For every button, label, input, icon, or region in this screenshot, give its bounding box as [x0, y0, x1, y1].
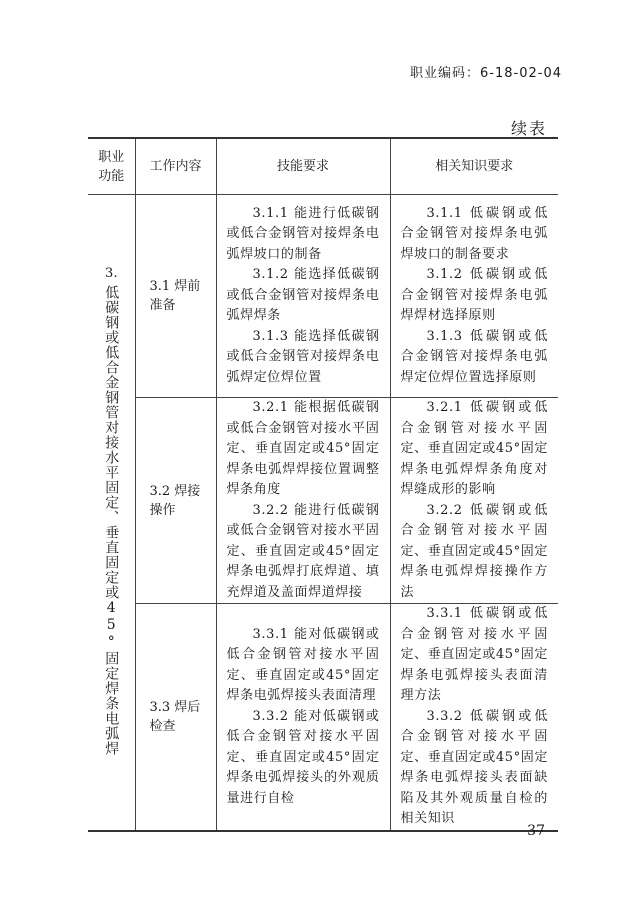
function-number: 3. [105, 265, 118, 281]
skill-item: 3.2.1 能根据低碳钢或低合金钢管对接水平固定、垂直固定或45°固定焊条电弧焊焊接位置调整焊条角度 [226, 400, 380, 497]
skill-item: 3.2.2 能进行低碳钢或低合金钢管对接水平固定、垂直固定或45°固定焊条电弧焊打底焊道、填充焊道及盖面焊道焊接 [226, 502, 380, 600]
table-row [88, 195, 558, 398]
knowledge-item: 3.1.1 低碳钢或低合金钢管对接焊条电弧焊坡口的制备要求 [400, 205, 548, 262]
skills-cell [216, 604, 390, 831]
function-cell [88, 195, 135, 831]
work-content-cell: 3.1 焊前准备 [135, 195, 216, 398]
table-header-row [88, 138, 558, 195]
header-skill-requirements: 技能要求 [216, 138, 390, 195]
skills-cell [216, 398, 390, 604]
work-content-cell: 3.2 焊接操作 [135, 398, 216, 604]
skill-item: 3.1.3 能选择低碳钢或低合金钢管对接焊条电弧焊定位焊位置 [226, 328, 380, 385]
occupation-code: 职业编码：6-18-02-04 [410, 66, 562, 81]
table-row [88, 398, 558, 604]
knowledge-item: 3.3.1 低碳钢或低合金钢管对接水平固定、垂直固定或45°固定焊条电弧焊接头表面清理方法 [400, 606, 548, 703]
knowledge-item: 3.3.2 低碳钢或低合金钢管对接水平固定、垂直固定或45°固定焊条电弧焊接头表面缺陷及其外观质量自检的相关知识 [400, 708, 548, 826]
page-number: 37 [527, 823, 545, 839]
knowledge-item: 3.2.2 低碳钢或低合金钢管对接水平固定、垂直固定或45°固定焊条电弧焊焊接操作方法 [400, 502, 548, 600]
function-title: 低碳钢或低合金钢管对接水平固定、垂直固定或45°固定焊条电弧焊 [103, 284, 120, 756]
continued-label: 续表 [510, 119, 547, 138]
header-work-content: 工作内容 [135, 138, 216, 195]
skills-cell [216, 195, 390, 398]
knowledge-cell [390, 604, 558, 831]
skill-item: 3.3.2 能对低碳钢或低合金钢管对接水平固定、垂直固定或45°固定焊条电弧焊接头的外观质量进行自检 [226, 708, 380, 806]
knowledge-cell [390, 195, 558, 398]
table-row [88, 604, 558, 831]
knowledge-cell [390, 398, 558, 604]
knowledge-item: 3.2.1 低碳钢或低合金钢管对接水平固定、垂直固定或45°固定焊条电弧焊焊条角度对焊缝成形的影响 [400, 400, 548, 497]
header-knowledge-requirements: 相关知识要求 [390, 138, 558, 195]
header-function: 职业 功能 [88, 138, 135, 195]
knowledge-item: 3.1.2 低碳钢或低合金钢管对接焊条电弧焊焊材选择原则 [400, 267, 548, 324]
skill-item: 3.1.1 能进行低碳钢或低合金钢管对接焊条电弧焊坡口的制备 [226, 205, 380, 262]
skill-item: 3.1.2 能选择低碳钢或低合金钢管对接焊条电弧焊焊条 [226, 267, 380, 324]
work-content-cell: 3.3 焊后检查 [135, 604, 216, 831]
skill-item: 3.3.1 能对低碳钢或低合金钢管对接水平固定、垂直固定或45°固定焊条电弧焊接头表面清理 [226, 626, 380, 703]
knowledge-item: 3.1.3 低碳钢或低合金钢管对接焊条电弧焊定位焊位置选择原则 [400, 328, 548, 385]
skills-table [88, 137, 558, 832]
